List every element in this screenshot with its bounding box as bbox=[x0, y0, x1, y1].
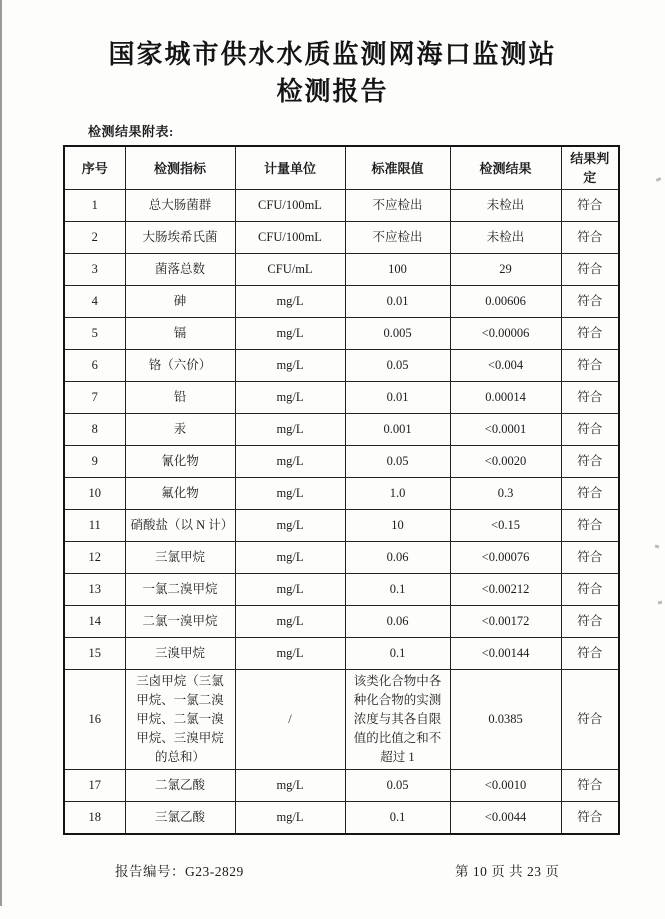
table-cell: 0.00014 bbox=[450, 382, 561, 414]
table-cell: mg/L bbox=[235, 414, 345, 446]
table-cell: 符合 bbox=[561, 254, 619, 286]
table-row bbox=[64, 574, 619, 606]
table-cell: <0.0044 bbox=[450, 802, 561, 834]
table-cell: 1 bbox=[64, 190, 125, 222]
table-cell: 0.01 bbox=[345, 286, 450, 318]
table-cell: 三氯乙酸 bbox=[125, 802, 235, 834]
table-cell: 镉 bbox=[125, 318, 235, 350]
table-cell: 符合 bbox=[561, 606, 619, 638]
table-caption: 检测结果附表: bbox=[88, 124, 174, 139]
column-header: 检测指标 bbox=[125, 146, 235, 190]
table-cell: 0.1 bbox=[345, 574, 450, 606]
table-row bbox=[64, 350, 619, 382]
header-row bbox=[64, 146, 619, 190]
table-cell: CFU/100mL bbox=[235, 190, 345, 222]
table-cell: 铬（六价） bbox=[125, 350, 235, 382]
scan-speck bbox=[658, 601, 662, 605]
table-cell: 0.1 bbox=[345, 638, 450, 670]
report-title bbox=[0, 0, 665, 110]
table-cell: 4 bbox=[64, 286, 125, 318]
table-cell: <0.00212 bbox=[450, 574, 561, 606]
table-cell: 符合 bbox=[561, 478, 619, 510]
table-cell: 15 bbox=[64, 638, 125, 670]
table-cell: 100 bbox=[345, 254, 450, 286]
table-cell: 8 bbox=[64, 414, 125, 446]
table-row bbox=[64, 414, 619, 446]
table-cell: 17 bbox=[64, 770, 125, 802]
table-cell: 0.00606 bbox=[450, 286, 561, 318]
table-cell: 不应检出 bbox=[345, 222, 450, 254]
table-cell: / bbox=[235, 670, 345, 770]
table-cell: 9 bbox=[64, 446, 125, 478]
table-cell: 氟化物 bbox=[125, 478, 235, 510]
table-cell: 汞 bbox=[125, 414, 235, 446]
table-cell: 18 bbox=[64, 802, 125, 834]
table-cell: 大肠埃希氏菌 bbox=[125, 222, 235, 254]
table-cell: 硝酸盐（以 N 计） bbox=[125, 510, 235, 542]
table-cell: 二氯乙酸 bbox=[125, 770, 235, 802]
table-cell: 0.05 bbox=[345, 770, 450, 802]
column-header: 标准限值 bbox=[345, 146, 450, 190]
table-cell: 0.3 bbox=[450, 478, 561, 510]
table-cell: mg/L bbox=[235, 478, 345, 510]
table-cell: 符合 bbox=[561, 190, 619, 222]
table-cell: <0.15 bbox=[450, 510, 561, 542]
column-header: 计量单位 bbox=[235, 146, 345, 190]
table-cell: 2 bbox=[64, 222, 125, 254]
table-cell: mg/L bbox=[235, 286, 345, 318]
table-cell: 1.0 bbox=[345, 478, 450, 510]
table-cell: 0.005 bbox=[345, 318, 450, 350]
table-cell: mg/L bbox=[235, 382, 345, 414]
table-cell: 0.001 bbox=[345, 414, 450, 446]
table-cell: 符合 bbox=[561, 670, 619, 770]
table-cell: <0.0010 bbox=[450, 770, 561, 802]
table-cell: 0.0385 bbox=[450, 670, 561, 770]
table-cell: 该类化合物中各种化合物的实测浓度与其各自限值的比值之和不超过 1 bbox=[345, 670, 450, 770]
table-cell: <0.0020 bbox=[450, 446, 561, 478]
table-cell: 12 bbox=[64, 542, 125, 574]
table-row bbox=[64, 222, 619, 254]
table-cell: 符合 bbox=[561, 574, 619, 606]
table-cell: 14 bbox=[64, 606, 125, 638]
table-row bbox=[64, 446, 619, 478]
table-cell: <0.00076 bbox=[450, 542, 561, 574]
results-table bbox=[63, 145, 620, 835]
page-number-info: 第 10 页 共 23 页 bbox=[455, 864, 560, 879]
table-row bbox=[64, 770, 619, 802]
table-row bbox=[64, 478, 619, 510]
table-cell: mg/L bbox=[235, 446, 345, 478]
table-cell: 0.06 bbox=[345, 606, 450, 638]
report-title-line2: 检测报告 bbox=[276, 77, 389, 106]
results-table-head bbox=[64, 146, 619, 190]
table-cell: 符合 bbox=[561, 542, 619, 574]
table-cell: 5 bbox=[64, 318, 125, 350]
table-cell: 不应检出 bbox=[345, 190, 450, 222]
table-cell: CFU/100mL bbox=[235, 222, 345, 254]
table-cell: mg/L bbox=[235, 318, 345, 350]
table-cell: 0.1 bbox=[345, 802, 450, 834]
table-cell: 符合 bbox=[561, 770, 619, 802]
table-cell: 未检出 bbox=[450, 190, 561, 222]
table-cell: 一氯二溴甲烷 bbox=[125, 574, 235, 606]
table-cell: <0.004 bbox=[450, 350, 561, 382]
table-cell: mg/L bbox=[235, 542, 345, 574]
table-cell: <0.0001 bbox=[450, 414, 561, 446]
table-cell: 0.05 bbox=[345, 350, 450, 382]
table-cell: 符合 bbox=[561, 350, 619, 382]
table-cell: 氰化物 bbox=[125, 446, 235, 478]
table-cell: <0.00144 bbox=[450, 638, 561, 670]
table-row bbox=[64, 606, 619, 638]
table-cell: 29 bbox=[450, 254, 561, 286]
table-cell: 13 bbox=[64, 574, 125, 606]
table-cell: 0.06 bbox=[345, 542, 450, 574]
table-cell: 10 bbox=[345, 510, 450, 542]
table-cell: mg/L bbox=[235, 510, 345, 542]
table-cell: 未检出 bbox=[450, 222, 561, 254]
table-row bbox=[64, 254, 619, 286]
table-cell: 符合 bbox=[561, 286, 619, 318]
table-cell: mg/L bbox=[235, 638, 345, 670]
table-cell: 符合 bbox=[561, 638, 619, 670]
table-row bbox=[64, 318, 619, 350]
scan-speck bbox=[656, 177, 662, 182]
table-cell: 总大肠菌群 bbox=[125, 190, 235, 222]
column-header: 序号 bbox=[64, 146, 125, 190]
table-cell: 二氯一溴甲烷 bbox=[125, 606, 235, 638]
table-cell: 三卤甲烷（三氯甲烷、一氯二溴甲烷、二氯一溴甲烷、三溴甲烷的总和） bbox=[125, 670, 235, 770]
table-cell: 11 bbox=[64, 510, 125, 542]
table-cell: 10 bbox=[64, 478, 125, 510]
table-cell: 7 bbox=[64, 382, 125, 414]
table-cell: 6 bbox=[64, 350, 125, 382]
table-row bbox=[64, 286, 619, 318]
table-cell: <0.00172 bbox=[450, 606, 561, 638]
table-row bbox=[64, 670, 619, 770]
table-row bbox=[64, 638, 619, 670]
scan-speck bbox=[655, 545, 660, 549]
table-cell: 符合 bbox=[561, 446, 619, 478]
table-cell: mg/L bbox=[235, 350, 345, 382]
table-cell: 符合 bbox=[561, 802, 619, 834]
table-cell: 三氯甲烷 bbox=[125, 542, 235, 574]
table-cell: 符合 bbox=[561, 318, 619, 350]
table-cell: 铅 bbox=[125, 382, 235, 414]
table-cell: mg/L bbox=[235, 606, 345, 638]
results-table-body bbox=[64, 190, 619, 834]
table-cell: mg/L bbox=[235, 802, 345, 834]
table-cell: 符合 bbox=[561, 222, 619, 254]
table-cell: 3 bbox=[64, 254, 125, 286]
column-header: 结果判定 bbox=[561, 146, 619, 190]
table-cell: 符合 bbox=[561, 510, 619, 542]
column-header: 检测结果 bbox=[450, 146, 561, 190]
scan-edge-artifact bbox=[0, 0, 2, 906]
table-row bbox=[64, 382, 619, 414]
report-title-line1: 国家城市供水水质监测网海口监测站 bbox=[108, 40, 557, 69]
table-cell: 符合 bbox=[561, 382, 619, 414]
table-row bbox=[64, 510, 619, 542]
table-cell: mg/L bbox=[235, 574, 345, 606]
table-cell: 砷 bbox=[125, 286, 235, 318]
table-cell: 菌落总数 bbox=[125, 254, 235, 286]
table-row bbox=[64, 190, 619, 222]
table-cell: 0.05 bbox=[345, 446, 450, 478]
table-cell: <0.00006 bbox=[450, 318, 561, 350]
table-row bbox=[64, 802, 619, 834]
table-cell: 0.01 bbox=[345, 382, 450, 414]
table-cell: mg/L bbox=[235, 770, 345, 802]
table-cell: 符合 bbox=[561, 414, 619, 446]
report-number: 报告编号：G23-2829 bbox=[115, 864, 244, 879]
table-cell: CFU/mL bbox=[235, 254, 345, 286]
table-row bbox=[64, 542, 619, 574]
table-cell: 16 bbox=[64, 670, 125, 770]
table-cell: 三溴甲烷 bbox=[125, 638, 235, 670]
